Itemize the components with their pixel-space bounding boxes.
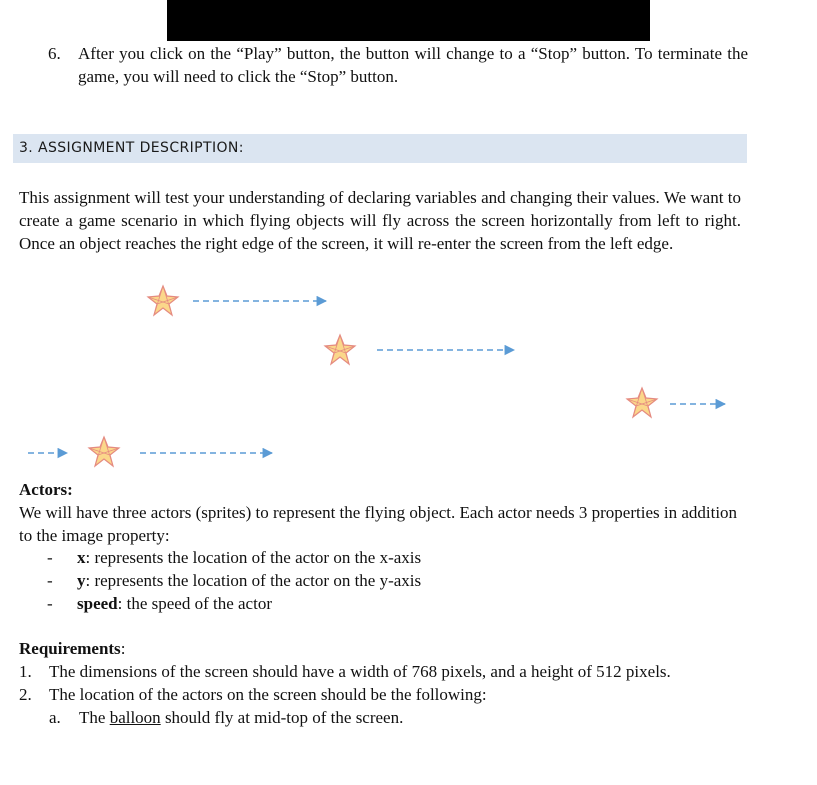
list-item: 2. The location of the actors on the screen should be the following: xyxy=(19,685,487,704)
balloon-term: balloon xyxy=(109,708,161,727)
property-term: x xyxy=(77,548,86,567)
requirements-heading: Requirements: xyxy=(19,639,126,658)
redaction-bar xyxy=(167,0,650,41)
step-6-text: After you click on the “Play” button, the button will change to a “Stop” button. To terminate the game, you will need to click the “Stop” button. xyxy=(78,44,748,86)
requirements-list xyxy=(19,660,671,729)
star-icon xyxy=(325,335,355,364)
flying-objects-diagram xyxy=(0,270,817,480)
actors-intro: We will have three actors (sprites) to represent the flying object. Each actor needs 3 properties in addition to the image property: xyxy=(19,503,738,545)
step-6 xyxy=(48,42,748,88)
properties-list xyxy=(47,546,421,615)
list-item: a. The balloon should fly at mid-top of the screen. xyxy=(49,708,404,727)
property-term: speed xyxy=(77,594,118,613)
star-icon xyxy=(148,286,178,315)
property-term: y xyxy=(77,571,86,590)
section-header: 3. ASSIGNMENT DESCRIPTION: xyxy=(13,134,747,163)
list-item: - y: represents the location of the actor on the y-axis xyxy=(47,571,422,590)
star-icon xyxy=(627,388,657,417)
description-paragraph: This assignment will test your understanding of declaring variables and changing their values. We want to create a game scenario in which flying objects will fly across the screen horizontally from left to right. Once an object reaches the right edge of the screen, it will re-enter the screen from the left edge. xyxy=(19,188,741,253)
step-6-number: 6. xyxy=(48,44,61,63)
list-item: - speed: the speed of the actor xyxy=(47,594,272,613)
actors-heading: Actors: xyxy=(19,480,73,499)
list-item: - x: represents the location of the actor on the x-axis xyxy=(47,548,422,567)
list-item: 1. The dimensions of the screen should have a width of 768 pixels, and a height of 512 pixels. xyxy=(19,662,671,681)
star-icon xyxy=(89,437,119,466)
